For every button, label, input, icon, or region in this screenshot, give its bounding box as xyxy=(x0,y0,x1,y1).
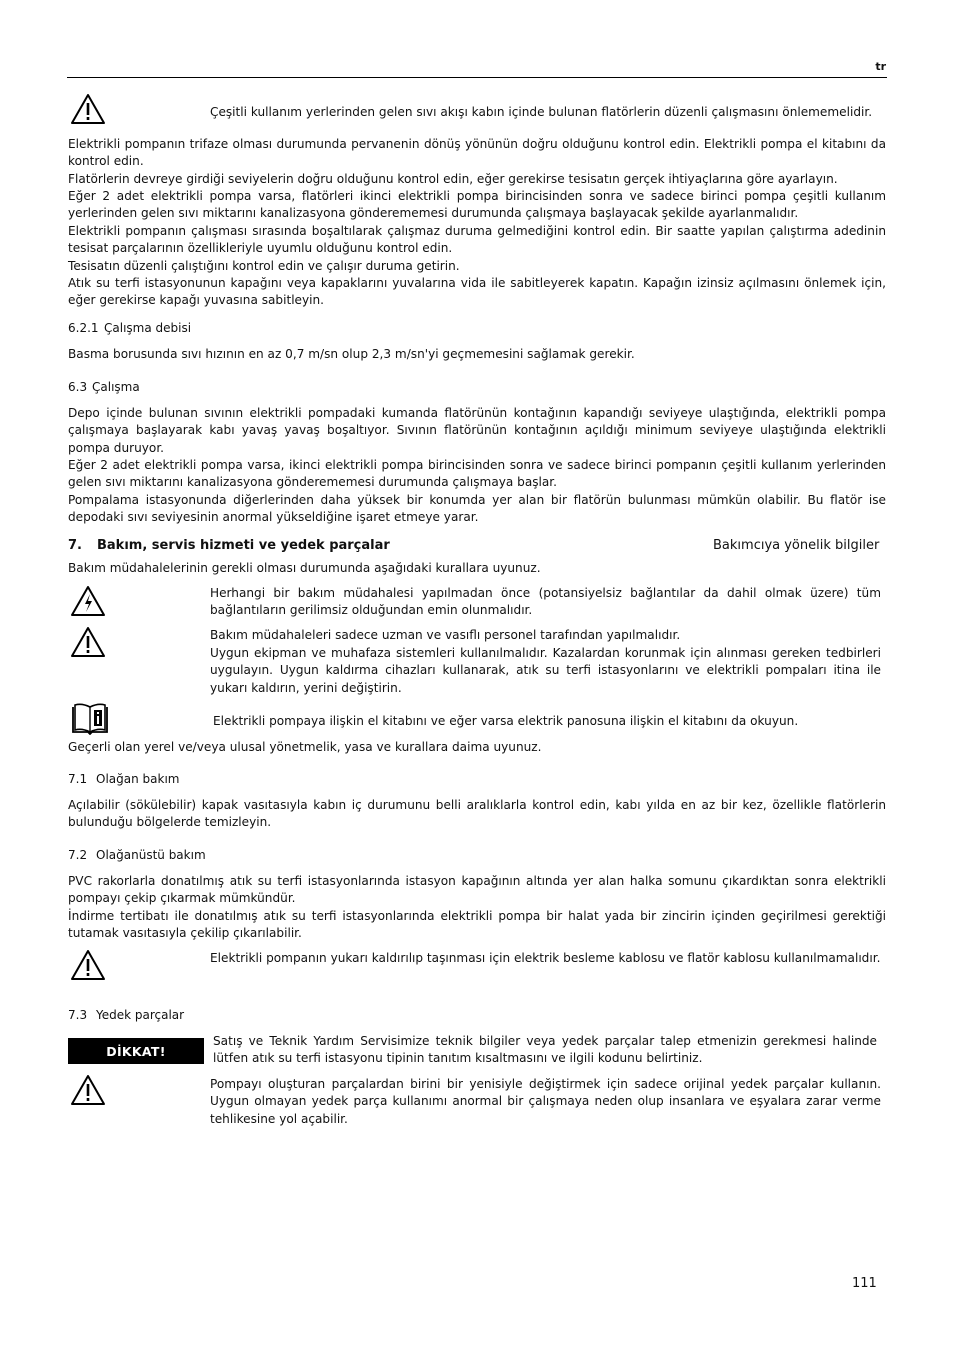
warning-text: Uygun ekipman ve muhafaza sistemleri kullanılmalıdır. Kazalardan korunmak için alınması gereken tedbirleri uygulayın. Uygun kaldırma cihazları kullanarak, atık su terfi istasyonlarını ve elektrikli pompaları itina ile yukarı kaldırın, yerini değiştirin. xyxy=(210,646,881,695)
paragraph: Eğer 2 adet elektrikli pompa varsa, flatörleri ikinci elektrikli pompa birincisinden sonra ve sadece birinci pompa çeşitli kullanım yerlerinden gelen sıvı miktarını kanalizasyona gönderememesi durumunda çalışmaya başlayacak şekilde ayarlanmalıdır. xyxy=(68,189,886,221)
attention-badge: DİKKAT! xyxy=(68,1038,204,1064)
section-heading-6-2-1: 6.2.1 Çalışma debisi xyxy=(68,321,192,335)
paragraph: Basma borusunda sıvı hızının en az 0,7 m/sn olup 2,3 m/sn'yi geçmemesini sağlamak gerekir. xyxy=(68,347,635,361)
language-code: tr xyxy=(875,60,886,73)
warning-icon xyxy=(70,626,106,662)
header-rule xyxy=(67,77,887,78)
section-heading-7-3: 7.3 Yedek parçalar xyxy=(68,1008,185,1022)
section-heading-7: 7. Bakım, servis hizmeti ve yedek parçalar xyxy=(68,538,390,553)
paragraph: Pompalama istasyonunda diğerlerinden daha yüksek bir konumda yer alan bir flatörün bulunması mümkün olabilir. Bu flatör ise depodaki sıvı seviyesinin anormal yükseldiğine işaret etmeye yarar. xyxy=(68,493,886,525)
section-heading-7-1: 7.1 Olağan bakım xyxy=(68,772,180,786)
section-heading-6-3: 6.3 Çalışma xyxy=(68,380,140,394)
warning-icon xyxy=(70,1074,106,1110)
paragraph: Depo içinde bulunan sıvının elektrikli pompadaki kumanda flatörünün kontağının kapandığı seviyeye ulaştığında, elektrikli pompa çalışmaya başlayarak kabı yavaş yavaş boşaltıyor. Sıvının flatörünün kontağının açıldığı minimum seviyeye ulaştığında elektrikli pompa duruyor. xyxy=(68,406,886,455)
paragraph: Açılabilir (sökülebilir) kapak vasıtasıyla kabın iç durumunu belli aralıklarla kontrol edin, kabı yılda en az bir kez, özellikle flatörlerin bulunduğu bölgelerde temizleyin. xyxy=(68,798,886,830)
paragraph: Bakım müdahalelerinin gerekli olması durumunda aşağıdaki kurallara uyunuz. xyxy=(68,561,541,575)
paragraph: Tesisatın düzenli çalıştığını kontrol edin ve çalışır duruma getirin. xyxy=(68,259,460,273)
warning-text: Pompayı oluşturan parçalardan birini bir yenisiyle değiştirmek için sadece orijinal yedek parçalar kullanın. Uygun olmayan yedek parça kullanımı anormal bir çalışmaya neden olup insanlara ve eşyalara zarar verme tehlikesine yol açabilir. xyxy=(210,1077,881,1126)
audience-label: Bakımcıya yönelik bilgiler xyxy=(713,538,880,553)
paragraph: Atık su terfi istasyonunun kapağını veya kapaklarını yuvalarına vida ile sabitleyerek kapatın. Kapağın izinsiz açılmasını önlemek için, eğer gerekirse kapağı yuvasına sabitleyin. xyxy=(68,276,886,308)
paragraph: PVC rakorlarla donatılmış atık su terfi istasyonlarında istasyon kapağının altında yer alan halka somunu çıkardıktan sonra elektrikli pompayı çekip çıkarmak mümkündür. xyxy=(68,874,886,906)
section-heading-7-2: 7.2 Olağanüstü bakım xyxy=(68,848,206,862)
paragraph: Geçerli olan yerel ve/veya ulusal yönetmelik, yasa ve kurallara daima uyunuz. xyxy=(68,740,542,754)
paragraph: Elektrikli pompanın trifaze olması durumunda pervanenin dönüş yönünün doğru olduğunu kontrol edin. Elektrikli pompa el kitabını da kontrol edin. xyxy=(68,137,886,169)
attention-note: Satış ve Teknik Yardım Servisimize teknik bilgiler veya yedek parçalar talep etmenizin gerekmesi halinde lütfen atık su terfi istasyonu tipinin tanıtım kısaltmasını ve ilgili kodunu belirtiniz. xyxy=(213,1034,877,1066)
warning-icon xyxy=(70,93,106,129)
paragraph: Eğer 2 adet elektrikli pompa varsa, ikinci elektrikli pompa birincisinden sonra ve sadece birinci pompanın çeşitli kullanım yerlerinden gelen sıvı miktarını kanalizasyona gönderememesi durumunda çalışmaya başlar. xyxy=(68,458,886,490)
warning-text: Herhangi bir bakım müdahalesi yapılmadan önce (potansiyelsiz bağlantılar da dahil olmak üzere) tüm bağlantıların gerilimsiz olduğundan emin olunmalıdır. xyxy=(210,586,881,618)
warning-text: Elektrikli pompanın yukarı kaldırılıp taşınması için elektrik besleme kablosu ve flatör kablosu kullanılmamalıdır. xyxy=(210,951,881,965)
paragraph: Flatörlerin devreye girdiği seviyelerin doğru olduğunu kontrol edin, eğer gerekirse tesisatın gerçek ihtiyaçlarına göre ayarlayın. xyxy=(68,172,838,186)
manual-book-icon xyxy=(70,703,110,739)
paragraph: İndirme tertibatı ile donatılmış atık su terfi istasyonlarında elektrikli pompa bir halat yada bir zincirin içinden geçirilmesi gerektiği tutamak vasıtasıyla çekilip çıkarılabilir. xyxy=(68,909,886,941)
warning-text: Bakım müdahaleleri sadece uzman ve vasıflı personel tarafından yapılmalıdır. xyxy=(210,628,681,642)
page-number: 111 xyxy=(852,1276,877,1291)
paragraph: Elektrikli pompanın çalışması sırasında boşaltılarak çalışmaz duruma gelmediğini kontrol edin. Bir saatte yapılan çalıştırma adedinin tesisat parçalarının özellikleriyle uyumlu olduğunu kontrol edin. xyxy=(68,224,886,256)
manual-note: Elektrikli pompaya ilişkin el kitabını ve eğer varsa elektrik panosuna ilişkin el kitabını da okuyun. xyxy=(213,714,799,728)
warning-text: Çeşitli kullanım yerlerinden gelen sıvı akışı kabın içinde bulunan flatörlerin düzenli çalışmasını önlememelidir. xyxy=(210,105,873,119)
warning-icon xyxy=(70,949,106,985)
electric-warning-icon xyxy=(70,585,106,621)
